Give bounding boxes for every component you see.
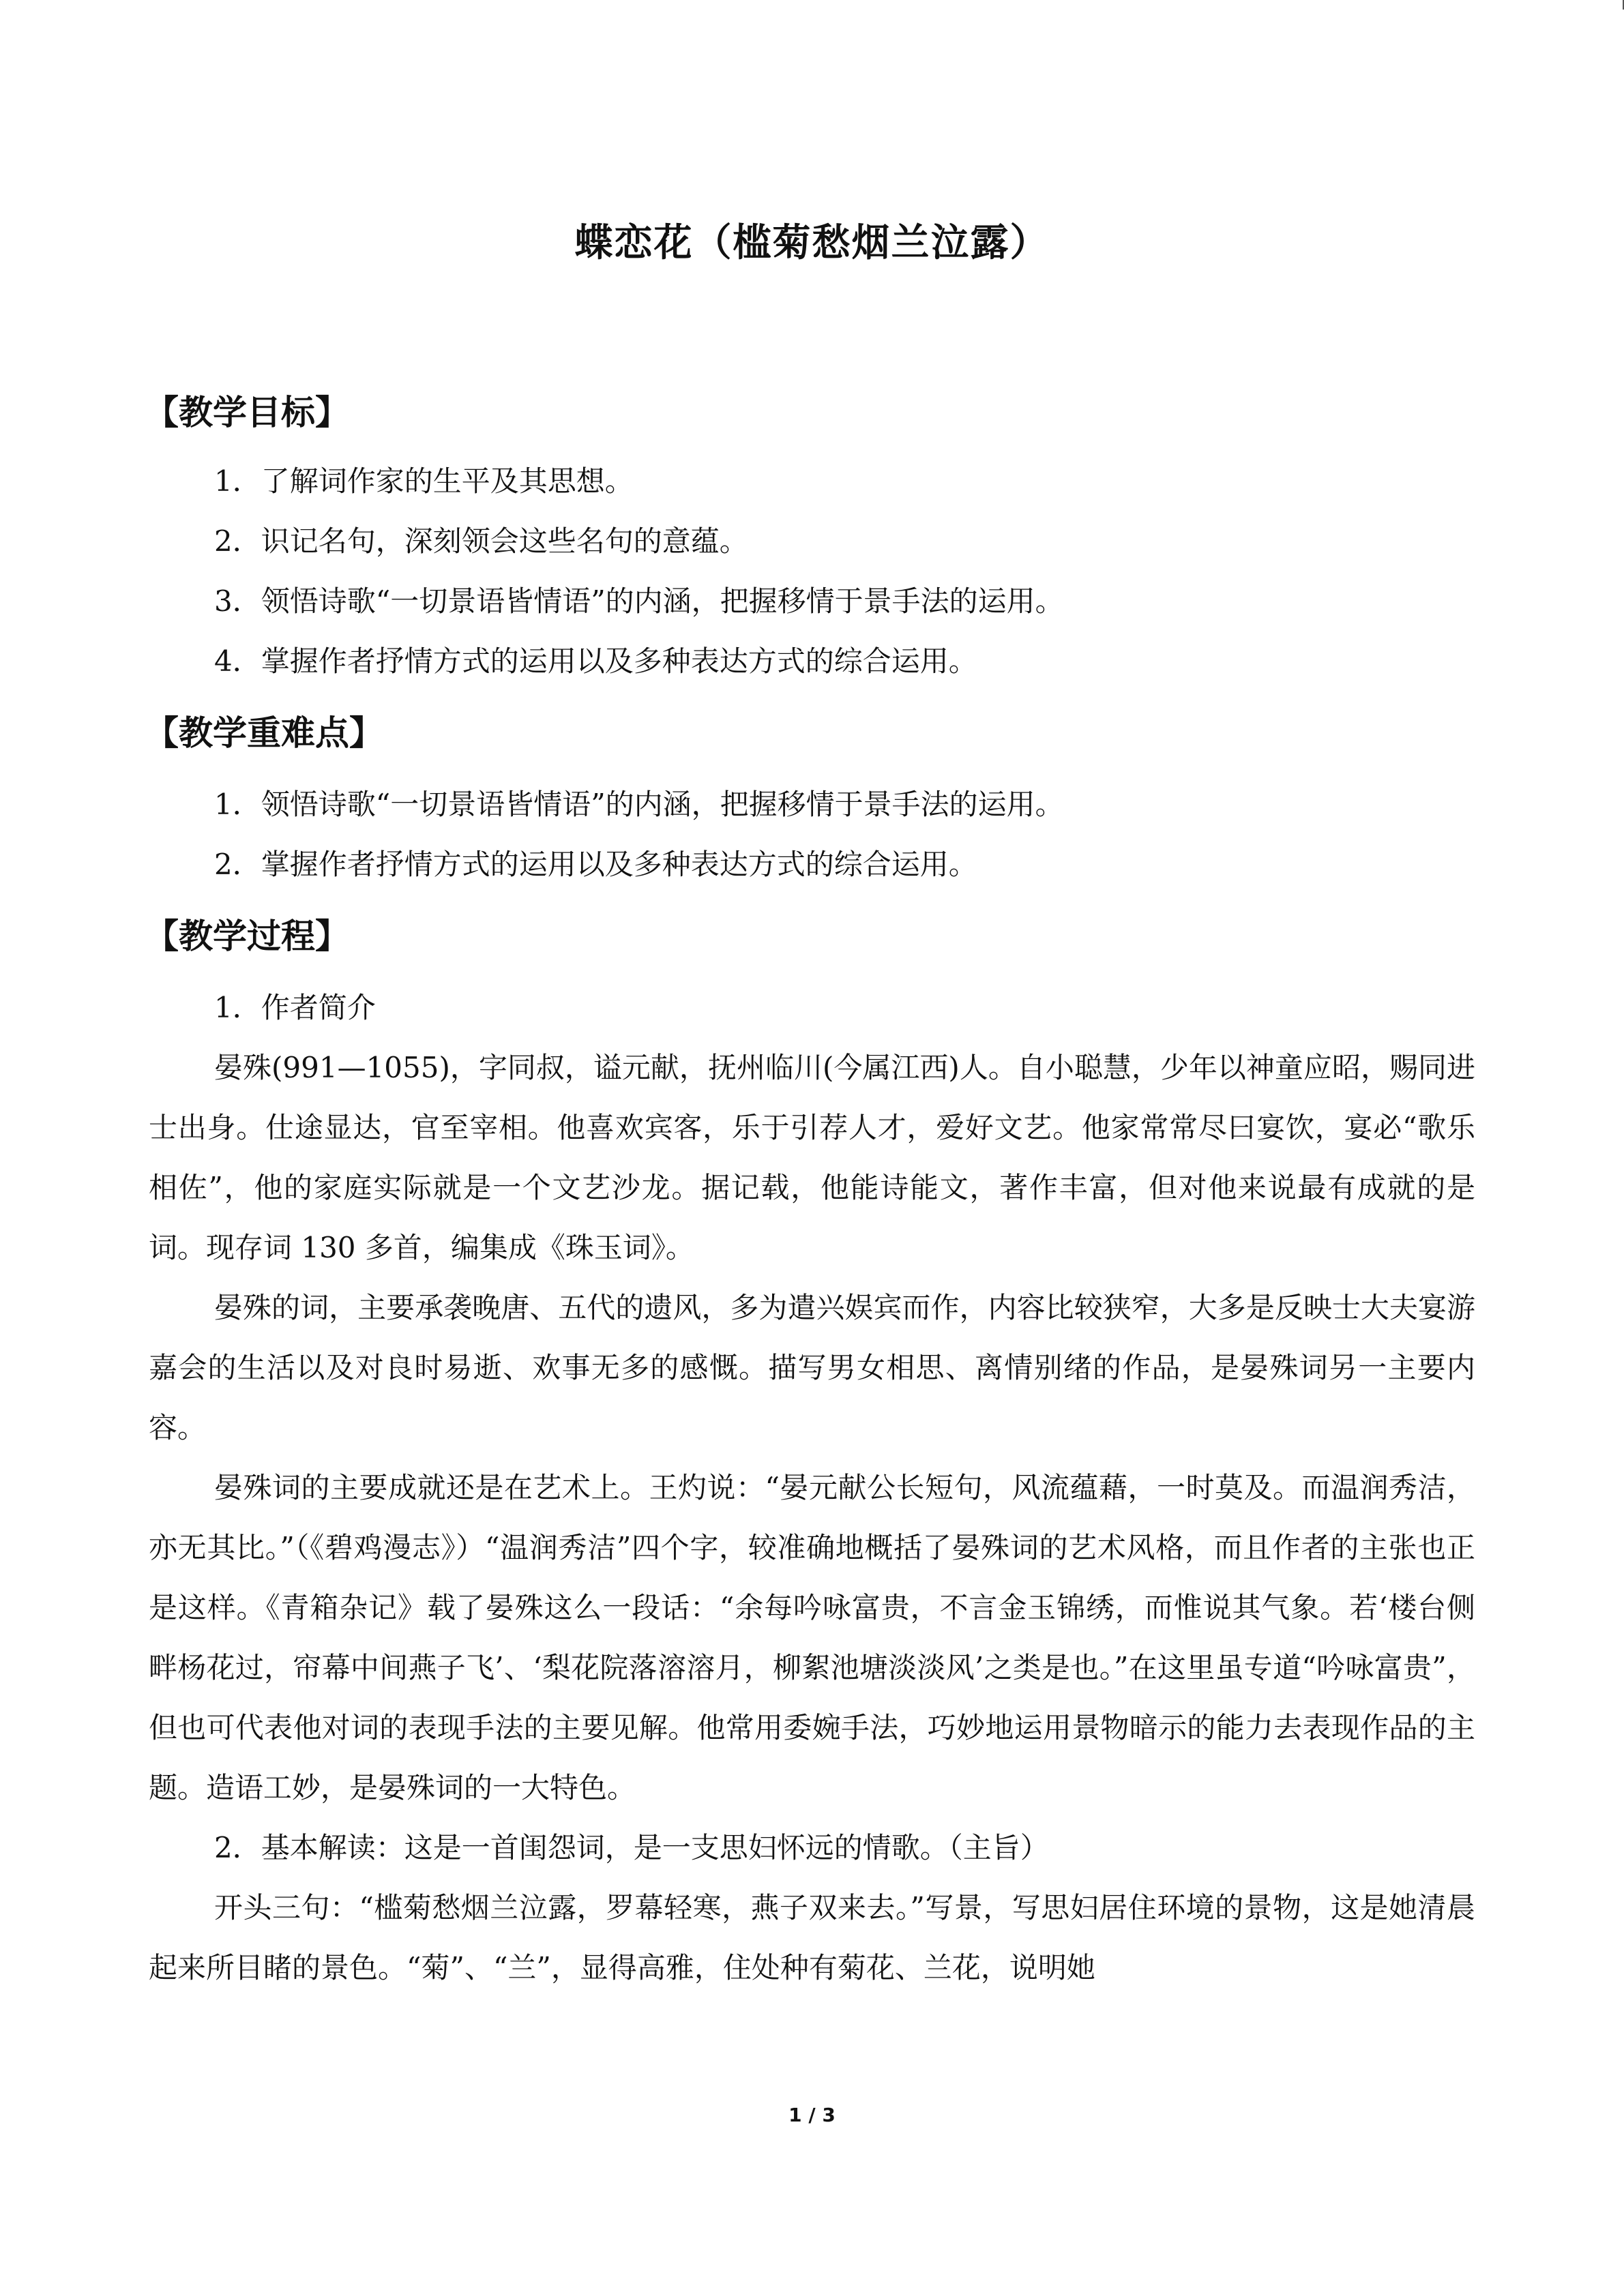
section-heading-objectives: 【教学目标】 — [145, 393, 349, 432]
document-body — [145, 382, 1475, 1998]
objective-item: 4．掌握作者抒情方式的运用以及多种表达方式的综合运用。 — [214, 644, 977, 678]
process-subheading: 2．基本解读：这是一首闺怨词，是一支思妇怀远的情歌。（主旨） — [214, 1831, 1049, 1864]
body-paragraph: 晏殊的词，主要承袭晚唐、五代的遗风，多为遣兴娱宾而作，内容比较狭窄，大多是反映士大夫宴游嘉会的生活以及对良时易逝、欢事无多的感慨。描写男女相思、离情别绪的作品，是晏殊词另一主要内容。 — [149, 1291, 1475, 1444]
key-point-item: 1．领悟诗歌“一切景语皆情语”的内涵，把握移情于景手法的运用。 — [214, 788, 1064, 821]
objective-item: 2．识记名句，深刻领会这些名句的意蕴。 — [214, 524, 748, 558]
section-heading-key-points: 【教学重难点】 — [145, 713, 383, 753]
section-heading-process: 【教学过程】 — [145, 916, 349, 956]
process-subheading: 1．作者简介 — [214, 991, 376, 1024]
body-paragraph: 开头三句：“槛菊愁烟兰泣露，罗幕轻寒，燕子双来去。”写景，写思妇居住环境的景物，这是她清晨起来所目睹的景色。“菊”、“兰”，显得高雅，住处种有菊花、兰花，说明她 — [149, 1891, 1475, 1984]
page-number: 1 / 3 — [788, 2104, 836, 2126]
body-paragraph: 晏殊(991—1055)，字同叔，谥元献，抚州临川(今属江西)人。自小聪慧，少年以神童应昭，赐同进士出身。仕途显达，官至宰相。他喜欢宾客，乐于引荐人才，爱好文艺。他家常常尽曰宴饮，宴必“歌乐相佐”，他的家庭实际就是一个文艺沙龙。据记载，他能诗能文，著作丰富，但对他来说最有成就的是词。现存词 130 多首，编集成《珠玉词》。 — [149, 1051, 1475, 1264]
objective-item: 1．了解词作家的生平及其思想。 — [214, 464, 634, 498]
objective-item: 3．领悟诗歌“一切景语皆情语”的内涵，把握移情于景手法的运用。 — [214, 584, 1064, 618]
body-paragraph: 晏殊词的主要成就还是在艺术上。王灼说：“晏元献公长短句，风流蕴藉，一时莫及。而温润秀洁，亦无其比。”（《碧鸡漫志》）“温润秀洁”四个字，较准确地概括了晏殊词的艺术风格，而且作者的主张也正是这样。《青箱杂记》载了晏殊这么一段话：“余每吟咏富贵，不言金玉锦绣，而惟说其气象。若‘楼台侧畔杨花过，帘幕中间燕子飞’、‘梨花院落溶溶月，柳絮池塘淡淡风’之类是也。”在这里虽专道“吟咏富贵”，但也可代表他对词的表现手法的主要见解。他常用委婉手法，巧妙地运用景物暗示的能力去表现作品的主题。造语工妙，是晏殊词的一大特色。 — [149, 1471, 1475, 1804]
document-title: 蝶恋花（槛菊愁烟兰泣露） — [574, 221, 1050, 265]
key-point-item: 2．掌握作者抒情方式的运用以及多种表达方式的综合运用。 — [214, 848, 977, 881]
